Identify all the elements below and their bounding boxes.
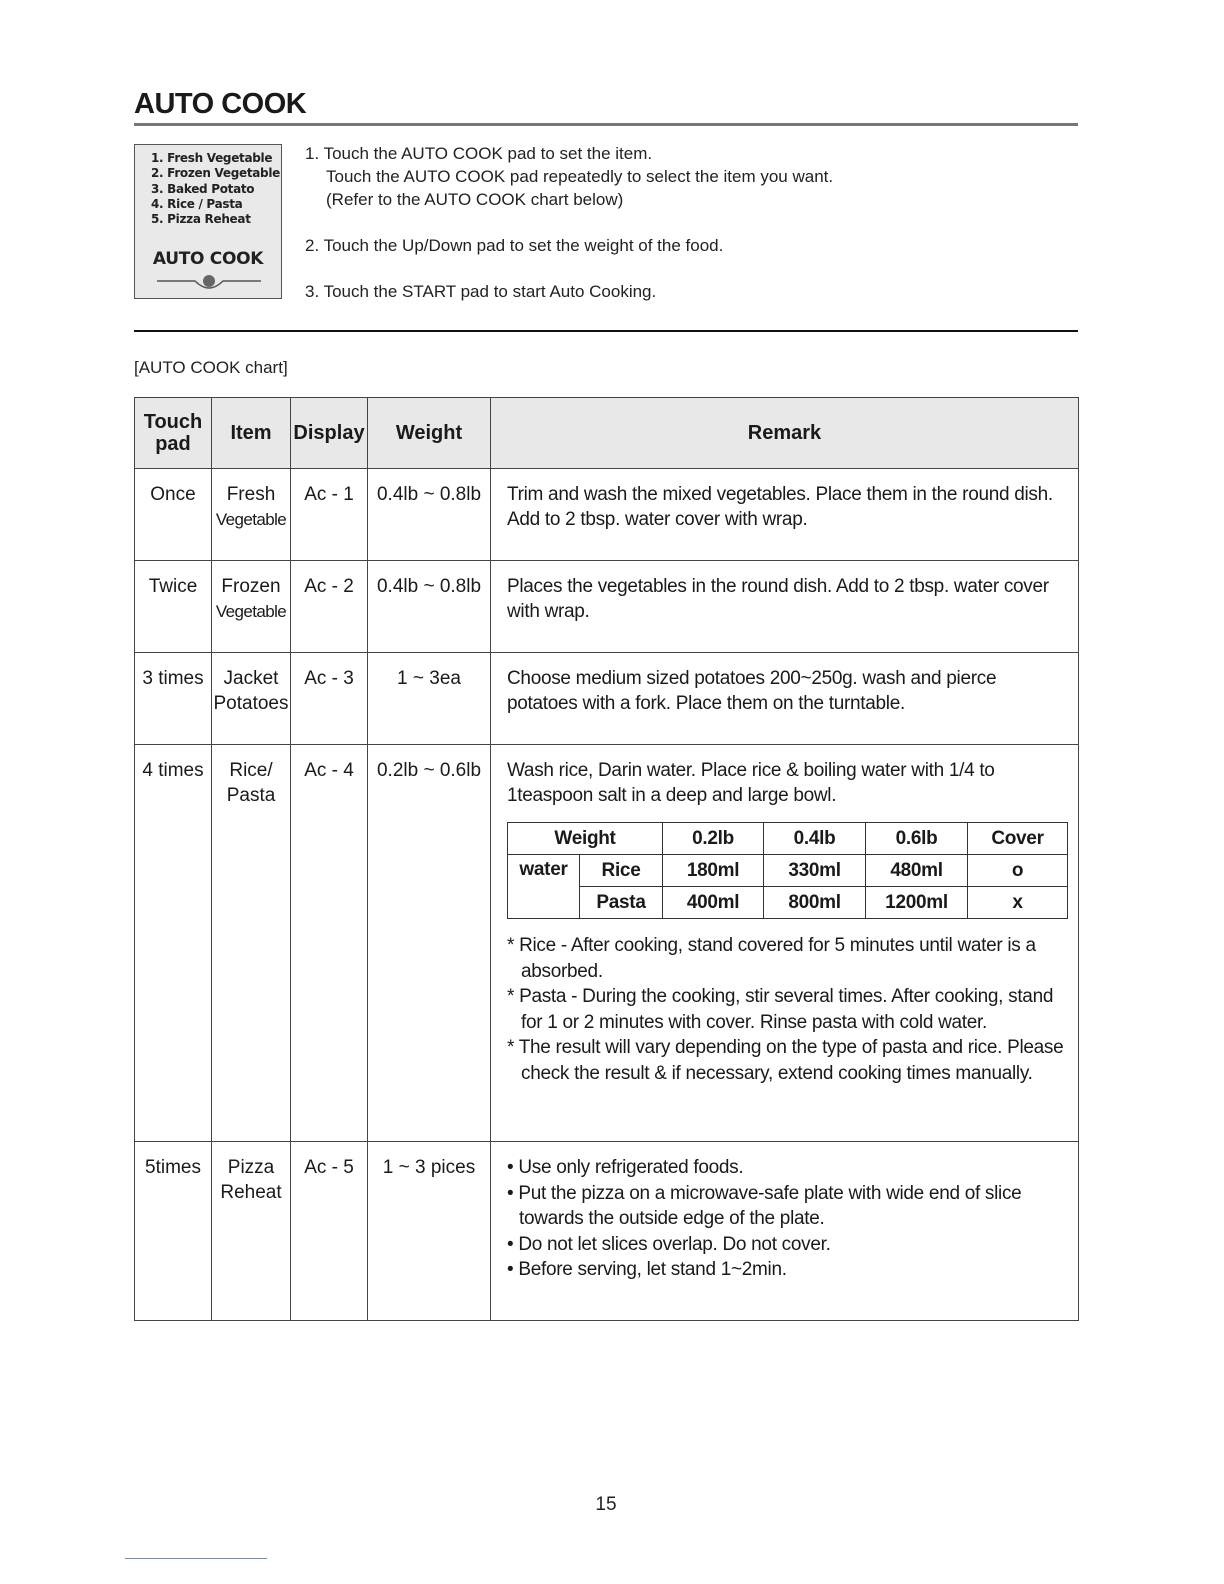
item-cell: Jacket Potatoes — [212, 653, 291, 745]
remark-cell: Places the vegetables in the round dish. Add to 2 tbsp. water cover with wrap. — [491, 561, 1079, 653]
panel-menu-item: 1. Fresh Vegetable — [151, 151, 273, 165]
water-header-weight-value: 0.6lb — [866, 823, 968, 855]
rice-value: 330ml — [764, 855, 866, 887]
water-table-row-rice — [508, 855, 1068, 887]
step-3: 3. Touch the START pad to start Auto Cooking. — [305, 282, 657, 301]
water-amount-table — [507, 822, 1068, 919]
weight-cell: 0.2lb ~ 0.6lb — [368, 745, 491, 1142]
water-header-weight: Weight — [508, 823, 663, 855]
touch-cell: 3 times — [135, 653, 212, 745]
item-cell: Fresh Vegetable — [212, 469, 291, 561]
auto-cook-panel-illustration — [134, 144, 282, 299]
water-header-weight-value: 0.4lb — [764, 823, 866, 855]
item-cell: Frozen Vegetable — [212, 561, 291, 653]
water-row-label: water — [508, 855, 580, 919]
touch-cell: 4 times — [135, 745, 212, 1142]
note-item: * Rice - After cooking, stand covered for 5 minutes until water is a absorbed. — [507, 935, 1036, 982]
remark-cell: Choose medium sized potatoes 200~250g. wash and pierce potatoes with a fork. Place them on the turntable. — [491, 653, 1079, 745]
touch-cell: Once — [135, 469, 212, 561]
note-item: * The result will vary depending on the type of pasta and rice. Please check the result & if necessary, extend cooking times manually. — [507, 1037, 1064, 1084]
pasta-label: Pasta — [580, 887, 663, 919]
panel-menu-item: 3. Baked Potato — [151, 181, 255, 196]
table-row — [135, 745, 1079, 1142]
header-display: Display — [291, 398, 368, 469]
auto-cook-pad-icon — [157, 273, 261, 295]
display-cell: Ac - 3 — [291, 653, 368, 745]
pasta-value: 400ml — [663, 887, 764, 919]
weight-cell: 0.4lb ~ 0.8lb — [368, 561, 491, 653]
water-table-header-row — [508, 823, 1068, 855]
table-row — [135, 1142, 1079, 1321]
step-1-line-2: Touch the AUTO COOK pad repeatedly to select the item you want. — [326, 167, 834, 186]
section-divider — [134, 330, 1078, 332]
rice-value: 480ml — [866, 855, 968, 887]
remark-cell — [491, 1142, 1079, 1321]
rice-pasta-notes — [507, 933, 1068, 1086]
table-row — [135, 561, 1079, 653]
header-weight: Weight — [368, 398, 491, 469]
water-table-row-pasta — [508, 887, 1068, 919]
pizza-reheat-bullets — [507, 1155, 1068, 1283]
step-1-line-3: (Refer to the AUTO COOK chart below) — [326, 190, 624, 209]
header-remark: Remark — [491, 398, 1079, 469]
display-cell: Ac - 1 — [291, 469, 368, 561]
display-cell: Ac - 2 — [291, 561, 368, 653]
display-cell: Ac - 5 — [291, 1142, 368, 1321]
water-header-weight-value: 0.2lb — [663, 823, 764, 855]
table-row — [135, 653, 1079, 745]
table-row — [135, 469, 1079, 561]
weight-cell: 1 ~ 3 pices — [368, 1142, 491, 1321]
item-cell: Rice/ Pasta — [212, 745, 291, 1142]
bullet-item: • Before serving, let stand 1~2min. — [507, 1259, 787, 1280]
display-cell: Ac - 4 — [291, 745, 368, 1142]
title-rule — [134, 123, 1078, 126]
rice-cover: o — [968, 855, 1068, 887]
rice-label: Rice — [580, 855, 663, 887]
remark-cell: Trim and wash the mixed vegetables. Place them in the round dish. Add to 2 tbsp. water cover with wrap. — [491, 469, 1079, 561]
touch-cell: Twice — [135, 561, 212, 653]
auto-cook-chart-table — [134, 397, 1079, 1321]
step-1-line-1: 1. Touch the AUTO COOK pad to set the item. — [305, 144, 653, 163]
bullet-item: • Use only refrigerated foods. — [507, 1157, 744, 1178]
weight-cell: 0.4lb ~ 0.8lb — [368, 469, 491, 561]
table-header-row — [135, 398, 1079, 469]
remark-cell: Wash rice, Darin water. Place rice & boiling water with 1/4 to 1teaspoon salt in a deep and large bowl. Weight 0.2lb 0.4lb 0.6lb Cover water Rice 180ml 330ml 480ml o Pasta 400ml 800ml 1200ml x * Rice - After cooking, stand covered for 5 minutes until water is a absorbed. * Pasta - During the cooking, stir several times. After cooking, stand for 1 or 2 minutes with cover. Rinse pasta with cold water. * The result will vary depending on the type of pasta and rice. Please check the result & if necessary, extend cooking times manually. — [491, 745, 1079, 1142]
rice-value: 180ml — [663, 855, 764, 887]
water-header-cover: Cover — [968, 823, 1068, 855]
instruction-steps — [305, 142, 833, 303]
panel-menu-item: 5. Pizza Reheat — [151, 212, 251, 227]
pasta-cover: x — [968, 887, 1068, 919]
panel-menu-list — [135, 145, 281, 227]
panel-menu-item: 2. Frozen Vegetable — [151, 166, 280, 181]
page-title: AUTO COOK — [134, 88, 307, 120]
bullet-item: • Do not let slices overlap. Do not cover. — [507, 1233, 831, 1255]
page-number: 15 — [595, 1494, 617, 1515]
header-item: Item — [212, 398, 291, 469]
weight-cell: 1 ~ 3ea — [368, 653, 491, 745]
panel-menu-item: 4. Rice / Pasta — [151, 196, 243, 211]
auto-cook-pad-label: AUTO COOK — [152, 249, 264, 269]
header-touch-pad: Touch pad — [135, 398, 212, 469]
item-cell: Pizza Reheat — [212, 1142, 291, 1321]
step-2: 2. Touch the Up/Down pad to set the weight of the food. — [305, 236, 724, 255]
bullet-item: • Put the pizza on a microwave-safe plate with wide end of slice towards the outside edge of the plate. — [507, 1182, 1022, 1229]
touch-cell: 5times — [135, 1142, 212, 1321]
pasta-value: 800ml — [764, 887, 866, 919]
note-item: * Pasta - During the cooking, stir several times. After cooking, stand for 1 or 2 minutes with cover. Rinse pasta with cold water. — [507, 986, 1054, 1033]
chart-caption: [AUTO COOK chart] — [134, 358, 288, 377]
pasta-value: 1200ml — [866, 887, 968, 919]
footer-rule — [125, 1558, 267, 1559]
